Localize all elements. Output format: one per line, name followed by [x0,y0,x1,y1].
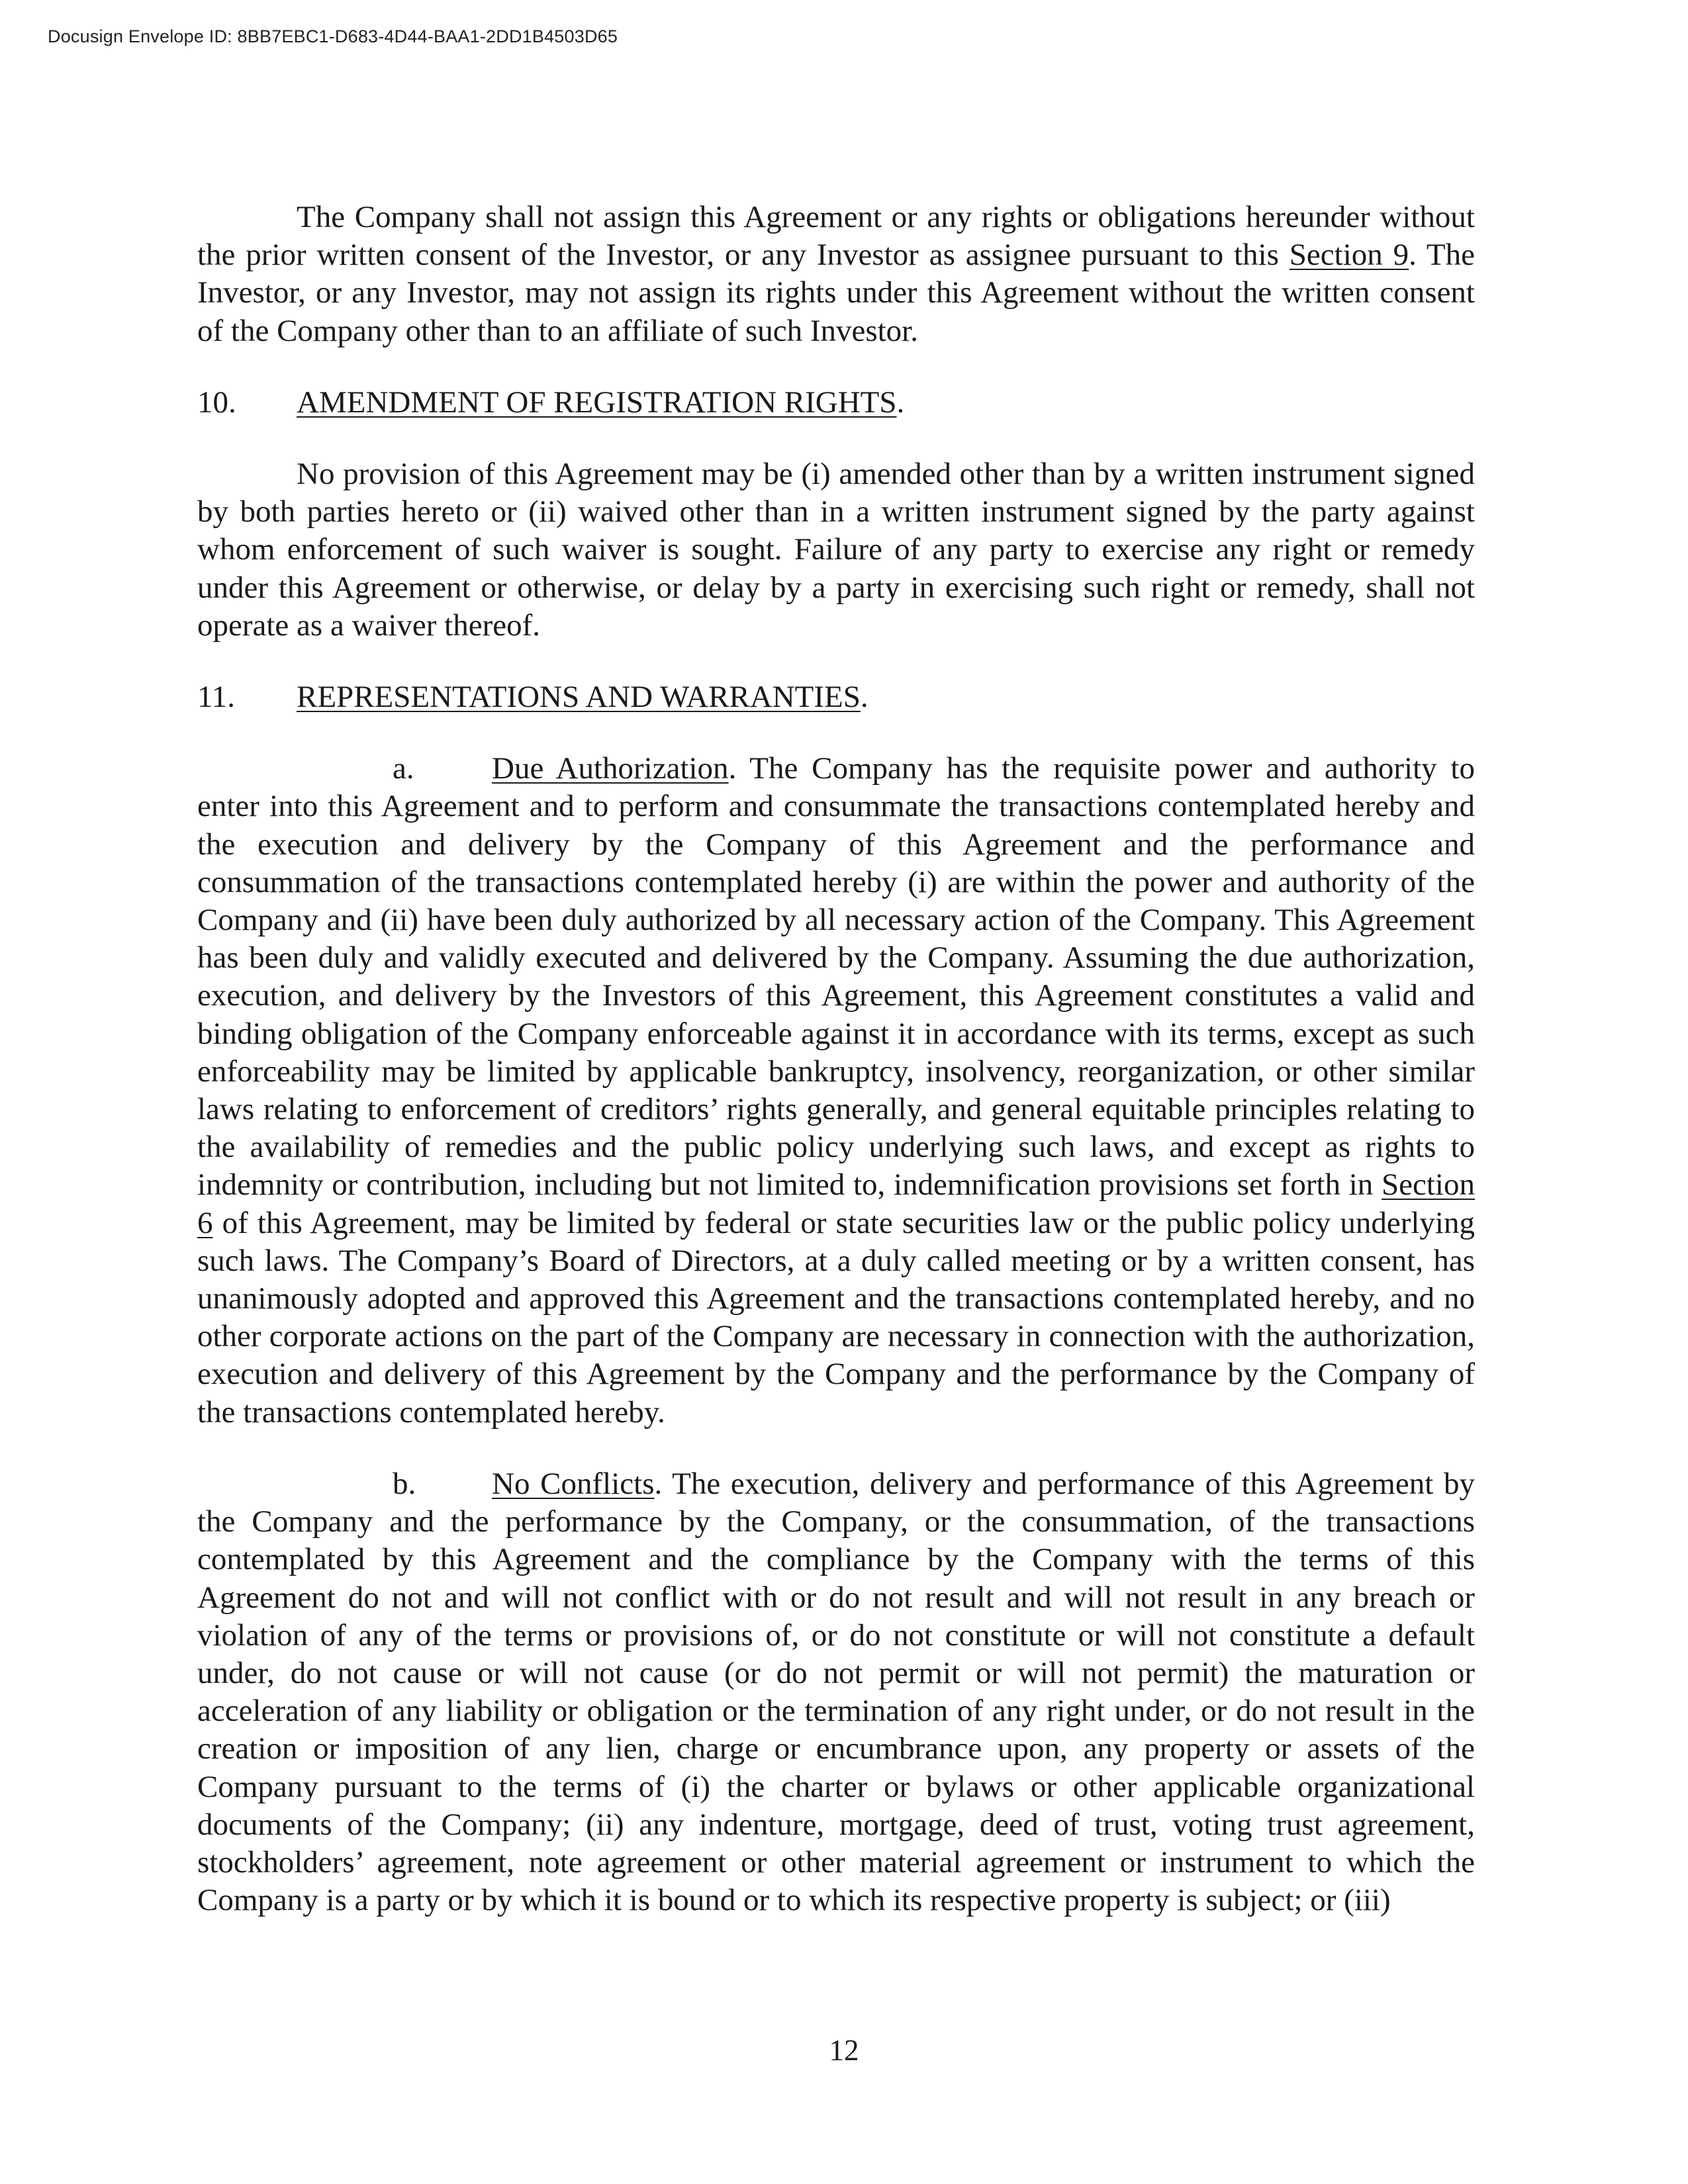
subsection-b-paragraph [197,1465,1475,1919]
section-6-reference: Section 6 [197,1167,1475,1240]
subsection-a-title: Due Authorization [492,751,729,786]
section-11-number: 11. [197,680,236,715]
section-11-title: REPRESENTATIONS AND WARRANTIES [297,680,861,715]
subsection-b-text: . The execution, delivery and performance of this Agreement by the Company and the performance by the Company, or the consummation, of the transactions contemplated by this Agreement and the compliance by the Company with the terms of this Agreement do not and will not conflict with or do not result and will not result in any breach or violation of any of the terms or provisions of, or do not constitute or will not constitute a default under, do not cause or will not cause (or do not permit or will not permit) the maturation or acceleration of any liability or obligation or the termination of any right under, or do not result in the creation or imposition of any lien, charge or encumbrance upon, any property or assets of the Company pursuant to the terms of (i) the charter or bylaws or other applicable organizational documents of the Company; (ii) any indenture, mortgage, deed of trust, voting trust agreement, stockholders’ agreement, note agreement or other material agreement or instrument to which the Company is a party or by which it is bound or to which its respective property is subject; or (iii) [197,1466,1475,1918]
page-number: 12 [829,2034,859,2067]
section-10-number: 10. [197,385,236,420]
section-11-heading: 11. REPRESENTATIONS AND WARRANTIES. [197,678,1475,716]
subsection-b-label: b. [393,1466,416,1501]
envelope-id-header: Docusign Envelope ID: 8BB7EBC1-D683-4D44-BAA1-2DD1B4503D65 [48,26,618,46]
section-10-heading: 10. AMENDMENT OF REGISTRATION RIGHTS. [197,384,1475,422]
subsection-b-title: No Conflicts [492,1466,655,1501]
document-body [197,199,1475,1919]
subsection-a-text: . The Company has the requisite power and authority to enter into this Agreement and to perform and consummate the transactions contemplated hereby and the execution and delivery by the Company of this Agreement and the performance and consummation of the transactions contemplated hereby (i) are within the power and authority of the Company and (ii) have been duly authorized by all necessary action of the Company. This Agreement has been duly and validly executed and delivered by the Company. Assuming the due authorization, execution, and delivery by the Investors of this Agreement, this Agreement constitutes a valid and binding obligation of the Company enforceable against it in accordance with its terms, except as such enforceability may be limited by applicable bankruptcy, insolvency, reorganization, or other similar laws relating to enforcement of creditors’ rights generally, and general equitable principles relating to the availability of remedies and the public policy underlying such laws, and except as rights to indemnity or contribution, including but not limited to, indemnification provisions set forth in [197,751,1475,1203]
section-10-title: AMENDMENT OF REGISTRATION RIGHTS [297,385,897,420]
subsection-a-paragraph [197,750,1475,1432]
section-9-reference: Section 9 [1289,238,1409,273]
subsection-a-label: a. [393,751,414,786]
assignment-text-end: . The Investor, or any Investor, may not assign its rights under this Agreement without the written consent of the Company other than to an affiliate of such Investor. [197,238,1475,348]
assignment-text-start: The Company shall not assign this Agreement or any rights or obligations hereunder without the prior written consent of the Investor, or any Investor as assignee pursuant to this [197,200,1475,273]
section-10-body: No provision of this Agreement may be (i) amended other than by a written instrument signed by both parties hereto or (ii) waived other than in a written instrument signed by the party against whom enforcement of such waiver is sought. Failure of any party to exercise any right or remedy under this Agreement or otherwise, or delay by a party in exercising such right or remedy, shall not operate as a waiver thereof. [197,457,1475,643]
assignment-paragraph [197,199,1475,350]
subsection-a-text-end: of this Agreement, may be limited by federal or state securities law or the public policy underlying such laws. The Company’s Board of Directors, at a duly called meeting or by a written consent, has unanimously adopted and approved this Agreement and the transactions contemplated hereby, and no other corporate actions on the part of the Company are necessary in connection with the authorization, execution and delivery of this Agreement by the Company and the performance by the Company of the transactions contemplated hereby. [197,1205,1475,1430]
